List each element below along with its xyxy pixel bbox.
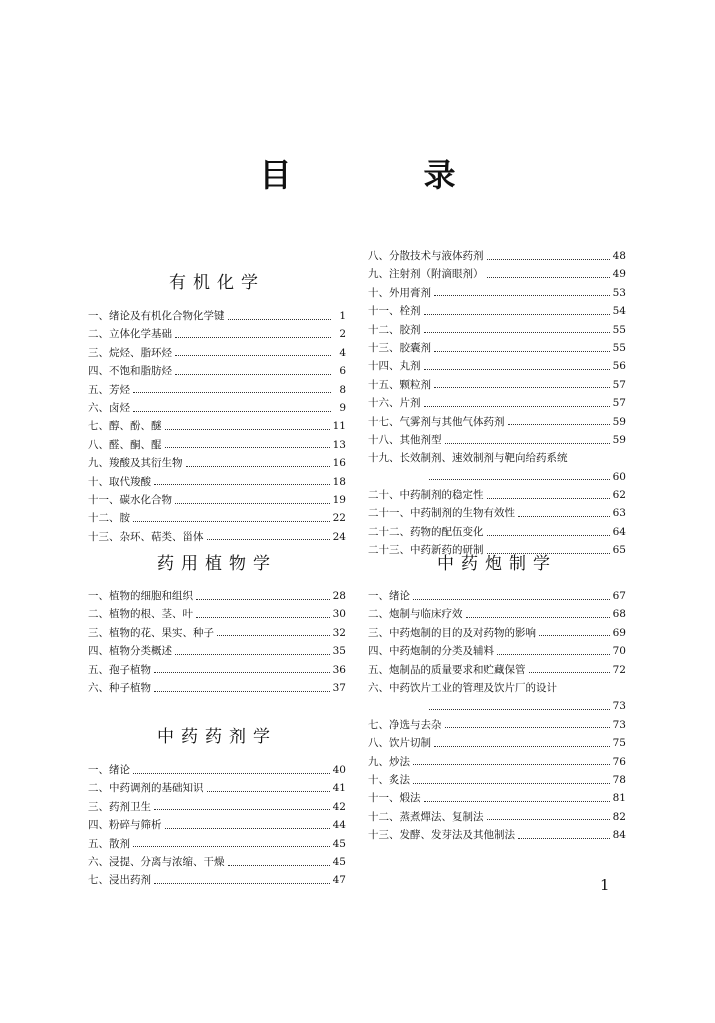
toc-entry-title: 十、取代羧酸 bbox=[88, 475, 151, 488]
toc-dot-leader bbox=[518, 515, 610, 517]
toc-entry-title: 二、植物的根、茎、叶 bbox=[88, 608, 193, 621]
toc-entry bbox=[368, 376, 626, 394]
toc-entry-page: 24 bbox=[332, 530, 346, 543]
toc-entry-title: 七、醇、酚、醚 bbox=[88, 420, 162, 433]
toc-dot-leader bbox=[217, 634, 330, 636]
toc-entry-title: 七、浸出药剂 bbox=[88, 874, 151, 887]
toc-dot-leader bbox=[466, 616, 610, 618]
toc-dot-leader bbox=[154, 690, 330, 692]
toc-dot-leader bbox=[434, 294, 610, 296]
toc-entry bbox=[368, 605, 626, 623]
toc-entry bbox=[368, 753, 626, 771]
toc-entry-page: 32 bbox=[332, 626, 346, 639]
toc-dot-leader bbox=[424, 405, 610, 407]
toc-entry-page: 35 bbox=[332, 645, 346, 658]
toc-dot-leader bbox=[445, 726, 610, 728]
page-number: 1 bbox=[600, 876, 610, 894]
toc-entry-title: 十、外用膏剂 bbox=[368, 286, 431, 299]
toc-entry bbox=[368, 357, 626, 375]
toc-entry bbox=[88, 624, 346, 642]
toc-entry-title: 二、立体化学基础 bbox=[88, 328, 172, 341]
toc-entry bbox=[368, 808, 626, 826]
toc-entry-title: 八、分散技术与液体药剂 bbox=[368, 250, 484, 262]
toc-entry bbox=[88, 587, 346, 605]
toc-entry-page: 75 bbox=[612, 737, 626, 750]
toc-entry-title: 十九、长效制剂、速效制剂与靶向给药系统 bbox=[368, 452, 568, 465]
toc-dot-leader bbox=[196, 598, 330, 600]
toc-entry bbox=[88, 399, 346, 417]
toc-entry bbox=[368, 284, 626, 302]
toc-dot-leader bbox=[154, 671, 330, 673]
toc-entry-page: 18 bbox=[332, 475, 346, 488]
toc-entry-page: 65 bbox=[612, 544, 626, 557]
toc-entry-page: 30 bbox=[332, 608, 346, 621]
toc-entry-title: 二、中药调剂的基础知识 bbox=[88, 782, 204, 795]
toc-entry-page: 19 bbox=[332, 493, 346, 506]
toc-entry-title: 五、散剂 bbox=[88, 837, 130, 850]
toc-entry-page: 44 bbox=[332, 819, 346, 832]
toc-entry-title: 三、中药炮制的目的及对药物的影响 bbox=[368, 626, 536, 639]
toc-entry-page: 81 bbox=[612, 792, 626, 805]
toc-entry-title: 五、芳烃 bbox=[88, 383, 130, 396]
toc-entry bbox=[368, 431, 626, 449]
toc-entry-title: 二十三、中药新药的研制 bbox=[368, 544, 484, 557]
toc-entry bbox=[88, 761, 346, 779]
toc-entry bbox=[88, 381, 346, 399]
toc-dot-leader bbox=[165, 827, 330, 829]
toc-entry bbox=[368, 265, 626, 283]
toc-entry-title: 十一、栓剂 bbox=[368, 305, 421, 318]
toc-entry bbox=[368, 826, 626, 844]
toc-entry-title: 四、中药炮制的分类及辅料 bbox=[368, 645, 494, 658]
toc-entry bbox=[88, 605, 346, 623]
toc-dot-leader bbox=[154, 808, 330, 810]
toc-entry-title: 八、饮片切制 bbox=[368, 737, 431, 750]
toc-entry-title: 二、炮制与临床疗效 bbox=[368, 608, 463, 621]
toc-dot-leader bbox=[175, 502, 330, 504]
toc-dot-leader bbox=[434, 386, 610, 388]
toc-dot-leader bbox=[424, 331, 610, 333]
toc-entry-page: 45 bbox=[332, 855, 346, 868]
toc-entry-title: 十二、蒸煮燀法、复制法 bbox=[368, 810, 484, 823]
toc-dot-leader bbox=[487, 258, 610, 260]
toc-entry-title: 十三、胶囊剂 bbox=[368, 341, 431, 354]
toc-entry-title: 七、净选与去杂 bbox=[368, 718, 442, 731]
toc-entry bbox=[88, 454, 346, 472]
toc-entry bbox=[368, 624, 626, 642]
toc-entry-title: 四、植物分类概述 bbox=[88, 645, 172, 658]
toc-entry-page: 68 bbox=[612, 608, 626, 621]
toc-dot-leader bbox=[508, 423, 610, 425]
toc-entry-title: 二十一、中药制剂的生物有效性 bbox=[368, 507, 515, 520]
toc-dot-leader bbox=[133, 410, 331, 412]
toc-entry bbox=[88, 661, 346, 679]
toc-dot-leader bbox=[413, 763, 610, 765]
toc-entry bbox=[368, 468, 626, 486]
toc-entry-title: 三、植物的花、果实、种子 bbox=[88, 626, 214, 639]
toc-entry-page: 59 bbox=[612, 415, 626, 428]
toc-entry-title: 一、绪论 bbox=[368, 590, 410, 602]
toc-entry bbox=[368, 771, 626, 789]
toc-entry-page: 84 bbox=[612, 829, 626, 842]
toc-entry bbox=[88, 307, 346, 325]
toc-dot-leader bbox=[175, 336, 331, 338]
toc-entry-page: 82 bbox=[612, 810, 626, 823]
toc-entry-page: 57 bbox=[612, 397, 626, 410]
toc-entry bbox=[88, 491, 346, 509]
toc-dot-leader bbox=[429, 708, 610, 710]
toc-list-organic bbox=[88, 307, 346, 546]
toc-entry-title: 五、孢子植物 bbox=[88, 663, 151, 676]
toc-entry-title: 九、羧酸及其衍生物 bbox=[88, 457, 183, 470]
toc-entry bbox=[368, 716, 626, 734]
toc-entry bbox=[368, 642, 626, 660]
toc-list-botany bbox=[88, 587, 346, 697]
toc-entry-page: 36 bbox=[332, 663, 346, 676]
toc-entry-page: 8 bbox=[339, 383, 346, 396]
toc-dot-leader bbox=[497, 653, 610, 655]
toc-entry bbox=[368, 394, 626, 412]
toc-entry-title: 一、绪论 bbox=[88, 764, 130, 776]
toc-entry-page: 13 bbox=[332, 438, 346, 451]
toc-dot-leader bbox=[429, 478, 610, 480]
toc-entry-page: 47 bbox=[332, 874, 346, 887]
toc-entry-title: 十二、胶剂 bbox=[368, 323, 421, 336]
toc-dot-leader bbox=[413, 782, 610, 784]
toc-entry bbox=[368, 413, 626, 431]
toc-dot-leader bbox=[133, 772, 330, 774]
toc-list-pharmaceutics bbox=[88, 761, 346, 890]
section-heading-processing: 中药炮制学 bbox=[437, 554, 557, 574]
toc-dot-leader bbox=[487, 534, 610, 536]
toc-entry-page: 28 bbox=[332, 590, 346, 602]
toc-dot-leader bbox=[133, 391, 331, 393]
toc-entry-title: 二十、中药制剂的稳定性 bbox=[368, 489, 484, 502]
toc-entry-page: 70 bbox=[612, 645, 626, 658]
toc-entry-page: 59 bbox=[612, 433, 626, 446]
toc-list-processing bbox=[368, 587, 626, 844]
toc-entry-title: 十、炙法 bbox=[368, 773, 410, 786]
toc-dot-leader bbox=[165, 428, 330, 430]
toc-entry-title: 十三、杂环、萜类、甾体 bbox=[88, 530, 204, 543]
toc-entry-title: 六、中药饮片工业的管理及饮片厂的设计 bbox=[368, 681, 557, 694]
toc-entry bbox=[368, 587, 626, 605]
toc-entry-page: 45 bbox=[332, 837, 346, 850]
toc-entry bbox=[368, 697, 626, 715]
toc-entry-title: 三、药剂卫生 bbox=[88, 800, 151, 813]
toc-dot-leader bbox=[424, 368, 610, 370]
toc-dot-leader bbox=[175, 653, 330, 655]
toc-dot-leader bbox=[424, 800, 610, 802]
toc-entry bbox=[368, 339, 626, 357]
toc-entry-page: 55 bbox=[612, 341, 626, 354]
toc-entry bbox=[88, 835, 346, 853]
toc-entry-page: 69 bbox=[612, 626, 626, 639]
toc-entry bbox=[88, 798, 346, 816]
toc-dot-leader bbox=[228, 318, 332, 320]
toc-entry-page: 42 bbox=[332, 800, 346, 813]
toc-dot-leader bbox=[434, 350, 610, 352]
toc-dot-leader bbox=[133, 845, 330, 847]
toc-dot-leader bbox=[165, 446, 330, 448]
toc-entry-title: 三、烷烃、脂环烃 bbox=[88, 346, 172, 359]
toc-entry-page: 55 bbox=[612, 323, 626, 336]
toc-entry bbox=[88, 362, 346, 380]
toc-entry-page: 11 bbox=[332, 420, 346, 433]
toc-entry bbox=[368, 789, 626, 807]
toc-entry bbox=[88, 344, 346, 362]
toc-entry bbox=[368, 523, 626, 541]
toc-entry-page: 73 bbox=[612, 718, 626, 731]
toc-dot-leader bbox=[133, 520, 330, 522]
toc-entry-page: 37 bbox=[332, 681, 346, 694]
toc-dot-leader bbox=[413, 598, 610, 600]
toc-entry-title: 十五、颗粒剂 bbox=[368, 378, 431, 391]
toc-entry-page: 49 bbox=[612, 268, 626, 281]
toc-entry bbox=[88, 853, 346, 871]
toc-dot-leader bbox=[196, 616, 330, 618]
toc-entry-page: 72 bbox=[612, 663, 626, 676]
toc-entry-title: 十一、煅法 bbox=[368, 792, 421, 805]
toc-entry-title: 四、不饱和脂肪烃 bbox=[88, 365, 172, 378]
toc-entry-page: 40 bbox=[332, 764, 346, 776]
toc-entry bbox=[88, 679, 346, 697]
toc-entry bbox=[368, 679, 626, 697]
section-heading-pharmaceutics: 中药药剂学 bbox=[157, 727, 277, 747]
toc-entry-page: 60 bbox=[612, 470, 626, 483]
toc-entry-page: 76 bbox=[612, 755, 626, 768]
toc-dot-leader bbox=[154, 483, 330, 485]
toc-entry bbox=[88, 779, 346, 797]
toc-entry-title: 十三、发酵、发芽法及其他制法 bbox=[368, 829, 515, 842]
toc-dot-leader bbox=[175, 373, 331, 375]
section-heading-botany: 药用植物学 bbox=[157, 554, 277, 574]
toc-entry-page: 63 bbox=[612, 507, 626, 520]
toc-dot-leader bbox=[186, 465, 330, 467]
toc-entry bbox=[88, 871, 346, 889]
toc-entry-page: 2 bbox=[339, 328, 346, 341]
toc-entry-page: 54 bbox=[612, 305, 626, 318]
toc-entry-page: 48 bbox=[612, 250, 626, 262]
toc-entry bbox=[368, 486, 626, 504]
toc-dot-leader bbox=[154, 882, 330, 884]
toc-entry-page: 22 bbox=[332, 512, 346, 525]
toc-entry-title: 十四、丸剂 bbox=[368, 360, 421, 373]
toc-entry-page: 1 bbox=[339, 310, 346, 322]
toc-entry-title: 六、浸提、分离与浓缩、干燥 bbox=[88, 855, 225, 868]
toc-dot-leader bbox=[207, 538, 330, 540]
toc-entry bbox=[88, 528, 346, 546]
toc-entry bbox=[88, 816, 346, 834]
toc-entry bbox=[88, 325, 346, 343]
toc-entry bbox=[368, 247, 626, 265]
toc-entry-title: 九、炒法 bbox=[368, 755, 410, 768]
toc-entry-page: 9 bbox=[339, 401, 346, 414]
toc-entry-title: 十七、气雾剂与其他气体药剂 bbox=[368, 415, 505, 428]
toc-entry bbox=[368, 504, 626, 522]
toc-dot-leader bbox=[487, 276, 610, 278]
toc-entry-title: 八、醛、酮、醌 bbox=[88, 438, 162, 451]
toc-entry-title: 五、炮制品的质量要求和贮藏保管 bbox=[368, 663, 526, 676]
toc-entry-title: 十二、胺 bbox=[88, 512, 130, 525]
toc-dot-leader bbox=[487, 497, 610, 499]
toc-entry bbox=[368, 449, 626, 467]
toc-dot-leader bbox=[228, 864, 330, 866]
toc-entry bbox=[88, 436, 346, 454]
toc-entry-page: 6 bbox=[339, 365, 346, 378]
toc-entry-page: 78 bbox=[612, 773, 626, 786]
toc-entry bbox=[368, 321, 626, 339]
toc-list-pharmaceutics-continued bbox=[368, 247, 626, 560]
toc-entry bbox=[368, 661, 626, 679]
toc-entry bbox=[88, 473, 346, 491]
toc-entry bbox=[88, 417, 346, 435]
toc-entry-title: 十一、碳水化合物 bbox=[88, 493, 172, 506]
toc-entry bbox=[368, 302, 626, 320]
toc-entry-page: 16 bbox=[332, 457, 346, 470]
toc-entry-title: 十六、片剂 bbox=[368, 397, 421, 410]
toc-entry-page: 67 bbox=[612, 590, 626, 602]
toc-dot-leader bbox=[539, 634, 610, 636]
toc-dot-leader bbox=[434, 745, 610, 747]
toc-entry-title: 九、注射剂（附滴眼剂） bbox=[368, 268, 484, 281]
section-heading-organic: 有机化学 bbox=[169, 273, 265, 293]
toc-entry-page: 53 bbox=[612, 286, 626, 299]
toc-entry-page: 41 bbox=[332, 782, 346, 795]
toc-entry-title: 六、种子植物 bbox=[88, 681, 151, 694]
toc-entry-page: 4 bbox=[339, 346, 346, 359]
toc-entry bbox=[368, 734, 626, 752]
toc-entry-page: 62 bbox=[612, 489, 626, 502]
toc-dot-leader bbox=[487, 818, 610, 820]
toc-entry bbox=[88, 509, 346, 527]
toc-dot-leader bbox=[424, 313, 610, 315]
page-title: 目 录 bbox=[259, 156, 506, 194]
toc-dot-leader bbox=[207, 790, 330, 792]
toc-entry-page: 57 bbox=[612, 378, 626, 391]
toc-dot-leader bbox=[445, 442, 610, 444]
toc-entry-title: 十八、其他剂型 bbox=[368, 433, 442, 446]
toc-entry-title: 六、卤烃 bbox=[88, 401, 130, 414]
toc-entry-page: 56 bbox=[612, 360, 626, 373]
toc-dot-leader bbox=[518, 837, 610, 839]
toc-entry-title: 一、绪论及有机化合物化学键 bbox=[88, 310, 225, 322]
toc-entry bbox=[88, 642, 346, 660]
toc-dot-leader bbox=[529, 671, 610, 673]
toc-entry-title: 四、粉碎与筛析 bbox=[88, 819, 162, 832]
toc-entry-title: 一、植物的细胞和组织 bbox=[88, 590, 193, 602]
toc-dot-leader bbox=[175, 354, 331, 356]
toc-entry-page: 64 bbox=[612, 525, 626, 538]
toc-entry-title: 二十二、药物的配伍变化 bbox=[368, 525, 484, 538]
toc-entry-page: 73 bbox=[612, 700, 626, 713]
